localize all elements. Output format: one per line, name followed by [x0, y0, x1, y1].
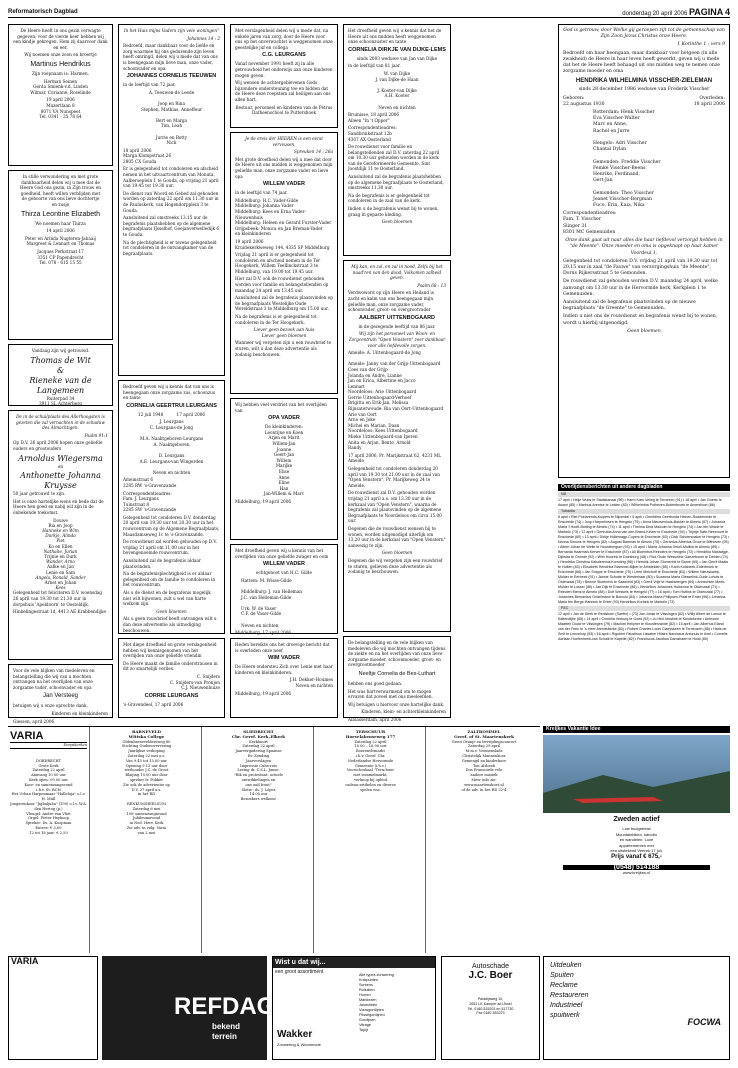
grandchildren-notice: Wij hebben veel verdriet van het overlijden van OPA VADER De kleinkinderen: Leontijne en Koen Arjen en Marit Willem-Jan Joanne Geert-Jan Willem Marijke Elise Anne Eline Han Jan-Willem & Marc Middelburg, 19 april 2006	[230, 398, 338, 540]
death-notice-willem-vader: Je de ereis der HEEREN is een eerst vervvusen, Spreuken 14 : 26a Met grote droefheid delen wij u mee dat door de Heere uit ons midden is weggenomen mijn geliefde man, onze zorgzame vader en lieve opa WILLEM VADER in de leeftijd van 74 jaar. Middelburg: H.C. Vader-Gilde Middelburg: Johanna Vader Middelburg: Kees en Erna Vader-Nieuwenhuis Middelburg: Heleen en Gerard Furster-Vader Orijpsbeek: Monica en Jan Breman-Vader en kleinkinderen 19 april 2006 Kruidekerkweweg 144, 4335 SP Middelburg Vrijdag 21 april is er gelegenheid tot condoleren en afscheid nemen in de Ter Hoogekerk, Willem Teellinckstraat 3 te Middelburg, van 19.00 tot 19.45 uur. Hier zal D.V. ook de rouwdienst gehouden worden voor familie en belangstellenden op maandag 24 april om 13.45 uur. Aansluitend zal de begrafenis plaatsvinden op de begraafplaats Westelijke Oude Wereldstraat 3 te Middelburg om 15.00 uur. Na de begrafenis is er gelegenheid tot condoleren in de Ter Hoogekerk. Liever geen bezoek aan huis Liever geen bloemen Wanneer wij vergeten zijn u een rouwbrief te sturen, wilt u dan deze advertentie als zodanig beschouwen.	[230, 132, 338, 394]
nephew-notice-wim-vader: Heden bereikte ons het droevige bericht dat is overleden onze neef WIM VADER De Heere ondersteu Zich over Lenie met haar kinderen en kleinkinderen. J.H. Dekker-Houmes Neven en nichten Middelburg, 19 april 2006	[230, 638, 338, 718]
obits-section-tubantia: Tubantia	[558, 509, 730, 514]
deceased-name: AALBERT UITTENBOGAARD	[358, 314, 436, 321]
obits-section-pzc: PZC	[558, 606, 730, 611]
kayak-illustration	[543, 735, 730, 813]
varia-barneveld: BARNEVELD Wittska College Oldenbarneveldersweg 80 Stichting Oudenoververing Jaarlijkse verkoping Zaterdag 22 mei a.s. Van 9.45 tot 15.00 uur Opening 9.15 uur door wethouder J.C. de Groot Blaijing 15.00 uur door spreker Ir. Fokker Zie ook de advertentie op D.V. 27 april a.s. in het RD RENKUM/HEELSUM Zaterdag 6 mei 100' samenzangavond Jubileumavond in Ned. Herv. Kerk Zie adv. in volg. Varia van 2 mei	[92, 727, 202, 953]
friends-notice-leurgans: Met diepe droefheid en grote verslagenheid hebben wij kennisgenomen van het overlijden van onze geliefde vriendin De Heere maakt de familie onderstrausen in dit zo smartelijk verlies. C. Snijders C. Snijders-van Pronjon C.J. Nieuwenhuize CORRIE LEURGANS 's-Gravendeel, 17 april 2006	[118, 638, 225, 718]
column-1	[8, 24, 113, 724]
column-2	[118, 24, 225, 719]
varia-dordrecht: VARIA Dorpskerken DORDRECHT Grote Kerk Zaterdag 22 april Aanvang 10.00 uur Kerk open: 09.00 uur Koor- en samenzangavond i.h.v. St. BCH Het Urban Harpenmaar "Halleluja" o.l.v. H. Mull Jongerenkoor "Jigbaljuba" (190) o.l.v. W.A. den Hertog (p.) Vleugel: Andre van Vliet Orgel: Pieter Heykoop Spreker: Ds. A. Koopman Entree: € 5,00 12 tot 18 jaar: € 2,50	[8, 727, 90, 953]
deceased-name: HENDRIKA WILHELMINA VISSCHER-ZIELEMAN	[575, 78, 713, 85]
varia-terschuur: TERSCHUUR Hoevelakenseweg 177 Zaterdag 22 april 10.00 – 16.00 uur Boerenvlrmarkt i.h.v. Geref. Chr. Nederlandse Hervormde Gemeente (i.h.v.) Voorschrokaal "Terschuur met rommelmarkt, verkoop bij opbod cadeau-artikelen en diverse spelen enz.	[316, 727, 426, 953]
school-notice-leurgans: Met verslagenheid delen wij u mede dat, na enkele jaren van zorg, door de Heere voor ons op het onverwachtst is weggenomen onze geestelijke juf en collega C.G. LEURGANS Vanaf november 1991 heeft zij in alle getrouwheid het onderwijs aan onze kinderen mogen geven. Wij wensen de achtergeblevenen Gods bijzondere ondersteuning toe en bidden dat de Heere deze roepstem zal heiligen aan ons allen hart. Bestuur, personeel en kinderen van de Petrus Datheenschool te Puttershoek	[230, 24, 338, 128]
deceased-name: C.G. LEURGANS	[262, 52, 306, 59]
industrial-spraying-ad[interactable]: Uitdeuken Spuiten Reclame Restaureren Industrieel spuitwerk FOCWA	[543, 956, 730, 1060]
varia-zaltbommel: ZALTBOMMEL Geref. of St. Maartenskerk Groot Oranje en bevrijdingsconcert Zaterdag 29 april M.m.v. Vremenslads Christelijk Mannenkoor Gemengd en kinderkoor Ton Alsbeek Dus Fransoirde vele andere muziek Meer info zie: www.maartenskoet.nl of de adv. in het RD 22-4	[451, 729, 517, 792]
death-notice-visscher: God is getrouw, door Welke gij geroepen zijt tot de gemeenschap van Zijn Zoon Jezus Christus onze Heere. 1 Korinthe 1 : vers 9 Bedroefd om haar heengaan, maar dankbaar voor hetgeen (in alle zwakheid) de Heere in haar leven heeft gewerkt, geven wij u mede dat het de Heere heeft behaagd uit ons midden weg te nemen onze zorgzame moeder en oma HENDRIKA WILHELMINA VISSCHER-ZIELEMAN sinds 28 december 1986 weduwe van Frederik Visscher Geboren: 22 augustus 1930 Overleden: 18 april 2006 Rotterdam: Henk Visscher Eva Visscher-Walter Marc en Anne, Rachel en Jurre Hengelo: Adri Visscher Chantal Dylan Gemonden: Freddie Visscher Femke Visscher-Beens Henrike, Ferdinand, Gert-Jan Gemonden: Theo Visscher Jeanet Visscher-Bergman Fuco, Erin, Kaia, Nika Correspondentieadres: Fam. T. Visscher Slinger 31 8301 MC Gemenuiden Onze dank gaat uit naar alles die haar liefdevol verzorgd hebben in "de Meente". Onze moeder en oma is opgeknapt op haar kamer Voordeul 1. Gelegenheid tot condoleren D.V. vrijdag 21 april van 19.30 uur tot 20.15 uur in zaal "de Fauwe" van verzorgingshuis "de Meente", Dorus Rijkersstraat 5 te Gemonden. De rouwdienst zal gehouden worden D.V. maandag 24 april, welke aanvangt om 13.30 uur in de Hervormde kerk, Kerkplein 1 te Gemenuiden. Aansluitend zal de begrafenis plaatsvinden op de nieuwe begraafplaats "de Greente" te Gemenuiden. Indien u niet ons de rouwdienst en begrafenis wenst bij te wonen, wordt u hierbij uitgenodigd. Geen bloemen	[558, 24, 730, 478]
product-list: Alle types zonwering Knikpunten Screens Rolluiken Horren Markiezen Jaloezieën Vouwgordijnen Plisségordijnen Gordijnen Vitrage Tapijt	[359, 973, 394, 1032]
deceased-name: WILLEM VADER	[262, 181, 306, 188]
refdag-ad[interactable]: REFDAG.NL bekend terrein	[102, 956, 267, 1060]
page-info: donderdag 20 april 2006 PAGINA 4	[622, 7, 730, 17]
column-4	[343, 24, 451, 722]
deceased-name: CORNELIA DIRKJE VAN DIJKE-LEMS	[348, 46, 446, 53]
column-3	[230, 24, 338, 719]
varia-listings	[8, 726, 540, 952]
family-list: Douwe Ria en Joop Hanneke en Wim Durkje, Alinda Piet Ko en Ellen Nathalie, Jurian Trijnie en Durk Wander, Arno Aafke en Jan Lenie en Sam Angela, Ronald, Sander Arnet en Johan Kees	[35, 517, 86, 591]
thanks-notice-de-bes: De belangstelling en de vele blijken van medeleven die wij mochten ontvangen tijdens de ziekte en na het overlijden van onze lieve zorgzame moeder, schoonmoeder, groot- en overgrootmoeder Neeltje Cornelia de Bes-Luthart hebben ons goed gedaan. Het was hartverwarmend om te mogen ervaren dat zoveel met ons meeleefden. Wij betuigen u hiervoor onze hartelijke dank. Kinderen, klein- en achterkleinkinderen Alblasserdam, april 2006	[343, 636, 451, 718]
baby-name: Martinus Hendrikus	[30, 60, 91, 68]
baby-name: Thirza Leontine Elizabeth	[21, 210, 100, 218]
wakker-zonwering-ad[interactable]: Wist u dat wij... een groot assortiment Alle types zonwering Knikpunten Screens Rolluiken Horren Markiezen Jaloezieën Vouwgordijnen Plisségordijnen Gordijnen Vitrage Tapijt Wakker Zonwering & Woonmode	[272, 956, 436, 1060]
family-notice-willem-vader: Met droefheid geven wij u kennis van het overlijden van onze geliefde zwager en oom WILLEM VADER echtgenoot van H.C. Gilde Hattem: M. Wisse-Gilde Middelburg: J. van Helleman J.C. van Helleman-Gilde Urk: W. de Vaser C.F. de Vaser-Gilde Neven en nichten Middelburg, 17 april 2006	[230, 544, 338, 634]
vacation-photo	[543, 735, 730, 813]
anniversary-announcement: De in de schuilplaats des Allerhoogsten is gezeten die zal vernachten in de schaduw des Almachtigen. Psalm 91:1 Op D.V. 26 april 2006 hopen onze geliefde ouders en grootouders Arnoldus Wiegersma en Anthonette Johanna Kruysse 50 jaar getrouwd te zijn. Het is onze hartelijke wens en bede dat de Heere hen goed en nabij wil zijn in de onbekende toekomst. Douwe Ria en Joop Hanneke en Wim Durkje, Alinda Piet Ko en Ellen Nathalie, Jurian Trijnie en Durk Wander, Arno Aafke en Jan Lenie en Sam Angela, Ronald, Sander Arnet en Johan Kees Gelegenheid tot feliciteren D.V. woensdag 26 april van 19.30 tot 21.30 uur in dorpshuis 'Apeldoorn' te Oosteldijk. Hinkelingestraat 1d, 4413 AE Krabbendijke	[8, 410, 113, 660]
deceased-name: CORNELIA GEERTRUI LEURGANS	[126, 402, 217, 409]
wedding-announcement: Vandaag zijn wij getrouwd. Thomas de Wit & Rieneke van de Langemeen Ruiterpad 34 3911 SL Achterberg	[8, 344, 113, 406]
varia-sliedrecht: SLIEDRECHT Chr. Geref. Kerk–Elkerk Kerkhuurt Zaterdag 22 april Jaarvergadering Spaanse Ev. Zending Jaarverslagen Impressie Cuba-reis Lezing dr. C.S.L. Janse: "Rik en protestant: actuele ontwikkelingen en ons oud front" Slotw.: ds. J. López 14.00 uur Bezoekers welkom!	[204, 727, 314, 953]
paper-name: Reformatorisch Dagblad	[8, 9, 78, 15]
death-notice-teeuwen: In het Huis mijns Vaders zijn vele woningen" Johannes 14 : 2 Bedroefd, maar dankbaar voor de liefde en zorg waarmee hij ons gedurende zijn leven heeft omringd, delen wij u mede dat van ons is heengegaan mijn lieve man, onze vader, schoonvader en opa JOHANNES CORNELIS TEEUWEN in de leeftijd van 72 jaar. A. Teeuwen-de Leede Joop en Rina Stephen, Mathias, Anneffeur Bert en Marga Tim, Leah Jurrie en Betty Nick 18 april 2006 Marga Klompstraat 26 2805 CX Gouda Er is gelegenheid tot condoleren en afscheid nemen in het uitvaartcentrum van Monuta, Aalberseplein 1 te Gouda, op vrijdag 21 april van 19.45 tot 19.30 uur. De dienst van Woord en Gebed zal gehouden worden op zaterdag 22 april om 11.30 uur in de Pauluskerk, van Hogendorpplein 3 te Gouda. Aansluitend zal omstreeks 13.15 uur de begrafenis plaatshebben op de algemene begraafplaats IJsselhof, Goejanverwelledijk 6 te Gouda. Na de plechtigheid is er tevens gelegenheid tot condoleren in de ontvangkamer van de begraafplaats.	[118, 24, 225, 376]
death-notice-van-dijke: Het droefheid geven wij u kennis dat het de Heere uit ons midden heeft weggenomen onze schoonzuster en tante CORNELIA DIRKJE VAN DIJKE-LEMS sinds 2003 weduwe van Jan van Dijke in de leeftijd van 81 jaar. W. van Dijke J. van Dijke-de Haan J. Kooter-van Dijke A.H. Kooter Neven en nichten Bruinisse, 18 april 2006 Alleen "In 't Opper" Correspondentieadres: Sandbrinkstraat 12b 4307 AX Oosterland De rouwdienst voor familie en belangstellenden zal D.V. zaterdag 22 april om 10.30 uur gehouden worden in de kerk van de Gereformeerde Gemeente, Sint Joostdijk 11 te Oosterland. Aansluitend zal de begrafenis plaatshebben op de algemene begraafplaats te Oosterland, omstreeks 11.30 uur. Na de begrafenis is er gelegenheid tot condoleren in de zaal van de kerk. Indien u de begrafenis wenst bij te wonen, graag in gepaste kleding. Geen bloemen	[343, 24, 451, 256]
birth-announcement-martinus: De Heere heeft in ons gezin verwagte gegeven; voor de vierde keer hebben wij een kindje gekregen. Hem zij daarvoor dank en eer. Wij noemen onze zoon en broertje Martinus Hendrikus Zijn roepnaam is: Harmen. Herman Seinen Gerda Smienk-v.d. Linden Wilmar, Corianne, Roselinde 19 april 2006 Muzertlaan 8 8071 VA Nunspeet Tel. 0341 - 25 78 64	[8, 24, 113, 166]
birth-announcement-thirza: In stille verwondering en met grote dankbaarheid delen wij u mee dat de Heere God ons gezin, in Zijn trouw en goedheid, heeft willen verblijden met de geboorte van ons lieve dochtertje en zusje Thirza Leontine Elizabeth We noemen haar Thirza 14 april 2006 Peter en Arinda Nugteren-Jabaaij Margreet & Lennart en Thomas Jacques Perkstraat 17 3351 CP Papendrecht Tel. 078 - 615 15 55	[8, 170, 113, 340]
death-notice-leurgans: Bedroefd geven wij u kennis dat van ons is heengegaan onze zorgzame zus, schoonzus en tante CORNELIA GEERTRUI LEURGANS 12 juli 1948 17 april 2006 J. Leurgans C. Leurgans-de Jong M.A. Naaktgeboren-Leurgans A. Naaktgeboren D. Leurgans A.E. Leurgans-van Wingerden Neven en nichten Ameinstraat 6 2285 RW 's-Gravenzande Correspondentieadres: Fam. J. Leurgans Tuinstraat 8 2285 SW 's-Gravenzande Gelegenheid tot condoleren D.V. donderdag 20 april van 19.30 uur tot 20.30 uur in het rouwcentrum op de Algemene Begraafplaats, Maasdamseweg 1c te 's-Gravenzande. De rouwdienst zal worden gehouden op D.V. vrijdag 21 april om 11.00 uur in het bovengenoemde rouwcentrum. Aansluitend zal de begrafenis aldaar plaatsvinden. Na de begrafenisplechtigheid is er aldaar gelegenheid om de familie te condoleren in het rouwcentrum. Als u de dienst en de begrafenis mogelijk niet wilt bijwonen, zult u wel van harte welkom zijn. Geen bloemen Als u geen rouwbrief heeft ontvangen wilt u dan deze advertentie als uitnodiging beschouwen.	[118, 380, 225, 634]
service-list: Uitdeuken Spuiten Reclame Restaureren Industrieel spuitwerk	[550, 962, 589, 1019]
small-ad-left: VARIA	[8, 956, 98, 1060]
deceased-name: JOHANNES CORNELIS TEEUWEN	[126, 73, 217, 80]
thanks-announcement-versteeg: Voor de vele blijken van medeleven en belangstelling die wij van u mochten ontvangen na het overlijden van onze zorgzame vader, schoonvader en opa Jan Versteeg betuigen wij u onze oprechte dank. Kinderen en kleinkinderen Giessen, april 2006	[8, 664, 113, 718]
page-header	[8, 4, 730, 18]
death-notice-uittenbogaard: Mij kan, en zal, en zal in nood, Zelfs bij het naad'ren van den dood, Volkomen zalheid geven. Psalm 68 : 13 Verdwoword op zijn Heere en Heiland is zacht en kalm van ons heengegaan mijn geliefde man, onze zorgzame vader, schoonvader, groot- en overgrootvader AALBERT UITTENBOGAARD in de gezegende leeftijd van 86 jaar. Wij zijn het personeel van Woon- en Zorgcentrum "Open Venstern" zeer dankbaar voor alle liefdevolle zorgen. Ameide: A. Uittenbogaard-de Jong Ameide: Janny van der Grijp-Uittenbogaard Cees van der Grijp Jolanda en Andre, Lianne Jan en Erica, Albertine en Jacco Lennart Noordeloos: Arie Uittenbogaard Gerrie Uittenbogaard-Verhoef Brigitta en Erik-Jan, Melissa Rijnsaterwoude: Ria van Oort-Uittenbogaard Arie van Oort Arno en Joke Michel en Marian, Daan Noordeloos: Kees Uittenbogaard Mieke Uittenbogaard-van Iperen Anita en Arjan, Bente, Arnold Randy 17 april 2006, Pr. Marijkstraat 62, 4231 ML Ameide Gelegenheid tot condoleren donderdag 20 april van 19.30 tot 21.00 uur in de zaal van "Open Venstern", Pr. Marijkeweg 24 te Ameide. De rouwdienst zal D.V. gehouden worden vrijdag 21 april a.s. om 13.30 uur in de kerkzaal van "Open Venstern", waarna de begrafenis zal plaatsvinden op de algemene Begraafplaats te Noordeloos om circa 15.00 uur. Degenen die de rouwdienst wensen bij te wonen, worden uitgenodigd uiterlijk om 13.20 uur in de kerkzaal van "Open Venstern" aanwezig te zijn. Geen bloemen Degenen die wij vergeten zijn een rouwbrief te sturen, gelieven deze advertentie als zodanig te beschouwen.	[343, 260, 451, 632]
obits-title: Overlijdensberichten uit andere dagbladen	[558, 484, 730, 491]
couple-names: Thomas de Wit & Rieneke van de Langemeen	[29, 355, 92, 395]
obits-section-nd: ND	[558, 492, 730, 497]
vacation-ad[interactable]: Kreijkes Vakantie Idee Zweden actief Low budgetreist Mountainbiken, kanoën en wandelen. Luxe appartementen met een uitstekend Vertrek 17 juli. Prijs vanaf € 675,- (0548) 514188 www.kreijkes.nl	[543, 726, 730, 952]
autoschade-boer-ad[interactable]: Autoschade J.C. Boer Paradijsweg 10, 2651 LE Kamper ad IJssel Tel. 0180-515203 en 517730 Fax 0180-553223	[441, 956, 540, 1060]
other-papers-obituaries: Overlijdensberichten uit andere dagbladen ND 17 april • Helje Wubs te Stadskanaal (96) • Harm Kars Velleg te Ternezen (91) • 18 april • Jan Goerts te Assen (85) • Marinus Arentse te Leiden (83) • Wilhelmina Potheven-Bokenbroek te Amersfoort (86) Tubantia 6 april • Riet Poelarends-Kuipers te Nijverdal • 9 april • Gerritdina Geertruida Heinen-Roddenman te Enschede (74) • Joop Harperlinsen te Hengelo (75) • Anna Nieuwenhuis-Bakker te Almelo (87) • Johanna Maria 't Hooft-Botting te Almelo (74) • 11 april • Thelma Dina Malcolm te Hengelo (74) • Jan ten Wolde te Markelo (73) • 12 april • Gertruida Anna van den Brand-Kelzer te Enschede (94) • Trijntje Safe-Neervoort te Enschede (80) • 13 april • Dirkje Hollemagp-Cuyers te Enschede (93) • Dick Schoenmaker te Hengelo (73) • Nonna Simons te Hengelo (82) • August Bartman te Almelo (75) • Gerardus Albertus Groot te Blithoven (95) • Albert Johan ter Welle te Noordbergum (93) • 15 april • Maria Johanna Smoll-Mullink te Almelo (89) • Bernarda Haarman-Kerver te Enschede (87) • Ali Bloembot-Reinders te Hengelo (72) • Hendrika Mastwijge-Dijkstra te Gronde (92) • Wim Hoorink te Doesburg (48) • Rick Oude Wesselink Ganzeboom te Delden (74) • Hendrika Christina Kalsderema-Kornding (96) • Hendrik Johan Slomerink te Borne (69) • Jan Gerrit Maats te Holten (83) • Elisabeth Hendrika Stammel-Bijker te Ambtelden (85) • Karin Kolsbeek-Elderbroek te Enschede (66) • Jan Snippe te Enschede (75) • Leen Melchoff te Enschede (63) • Willem Nieuwkamp-Mulder te Eerbeek (91) • Jannie Schutte te Westerhaar (80) • Suzanna Maria Giesselink-Oude Lohuis te Oldenzaal (78) • Bennie Stoelerink te Saasveld (83) • Gerrit Vrije te Haaksbergen (64) • Annechien Meek-Mulder te Losser (86) • Jan Dijk te Enschede (86) • Hendrikus Johannes Hulsenna te Oldenzaal (71) • Reindert Mens te Almelo (88) • Dolf Wessels te Hengelo (77) • 16 april • Tom Huttink te Oldenzaal (77) • Johannes Bernardus Ondelmann te Borculo (84) • Johanna Maria Philipsen-Plaat te Enter (96) • Johanna Maria ten Berge-Hannink te Enter (93) Hendrikus Korbink te Markelo (73) PZC 12 april • Jan de Kierk te Renisborn (Sanfer) • (73) Jan Jobse te Vlissingen (62) • Willy Albert de Loeuw te Kattendijke (65) • 14 april • Cornelia Verburg te Goes (92) • Jo Heli-Verstink te Koudekerke • Anthonie Maarten Douw te Vlissingen (79) • Machiel Hellyner te Kloosterzande (82) • 15 april • Jan Albertus Eland van der Feen te 's-Heer Arendskerke (83) • Robert Charles Louis Claeysseen te Terneuzen (86) • Haris de Smit te Leuvelorp (93) • 16 april • Rigobert Faustinus Lissaber Hilaire Narcissus Antonuis te Axel • Cornelis Adriaan Hoefenheek-van Schalk te Kapelle (82) • Franciscus Jacobus Damshaert te Hulst (80)	[558, 484, 730, 641]
